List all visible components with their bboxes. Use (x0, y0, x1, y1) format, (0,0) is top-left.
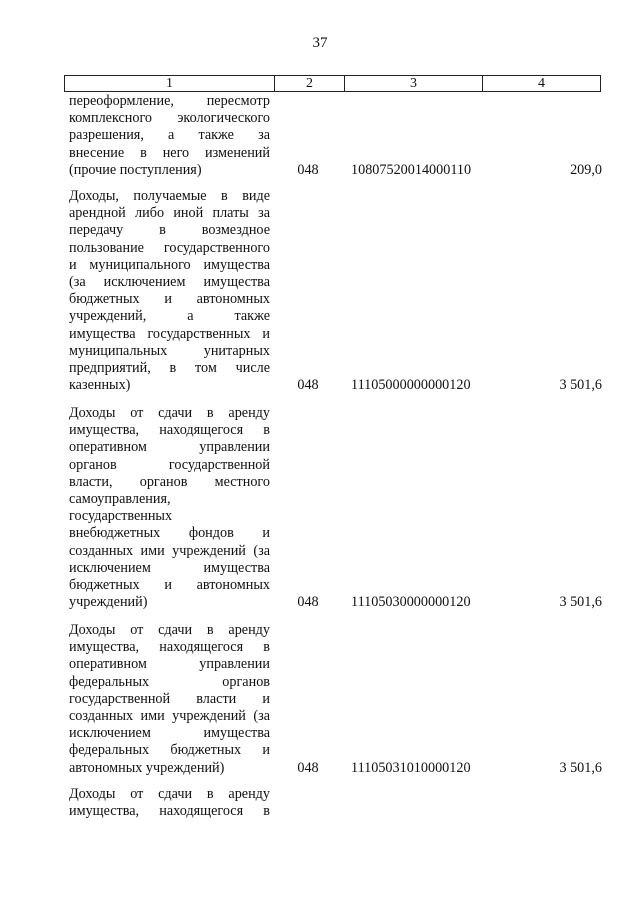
description-line: разрешения, а также за (69, 127, 270, 144)
description-line: созданных ими учреждений (за (69, 542, 270, 559)
description-line: передачу в возмездное (69, 222, 270, 239)
description-line: государственной власти и (69, 690, 270, 707)
description-line: государственных (69, 508, 173, 525)
description-line: предприятий, в том числе (69, 360, 270, 377)
description-line: учреждений) (69, 594, 148, 611)
row-kbk-code: 11105000000000120 (351, 377, 471, 393)
description-line: бюджетных и автономных (69, 291, 270, 308)
row-description (69, 405, 270, 611)
row-amount: 3 501,6 (559, 594, 602, 610)
column-header-2: 2 (275, 76, 345, 92)
row-admin-code: 048 (297, 760, 319, 776)
page-number: 37 (312, 35, 328, 51)
row-admin-code: 048 (297, 377, 319, 393)
column-header-4: 4 (483, 76, 601, 92)
description-line: казенных) (69, 377, 131, 394)
description-line: Доходы от сдачи в аренду (69, 786, 270, 802)
description-line: имущества, находящегося в (69, 422, 270, 439)
description-line: федеральных органов (69, 673, 270, 690)
description-line: бюджетных и автономных (69, 577, 270, 594)
row-admin-code: 048 (297, 162, 319, 178)
description-line: комплексного экологического (69, 110, 270, 127)
description-line: оперативном управлении (69, 439, 270, 456)
description-line: имущества государственных и (69, 325, 270, 342)
description-line: имущества, находящегося в (69, 803, 270, 820)
row-amount: 3 501,6 (559, 377, 602, 393)
row-amount: 3 501,6 (559, 760, 602, 776)
description-line: самоуправления, (69, 491, 171, 508)
description-line: органов государственной (69, 456, 270, 473)
description-line: имущества, находящегося в (69, 639, 270, 656)
row-kbk-code: 11105031010000120 (351, 760, 471, 776)
row-description (69, 786, 270, 820)
description-line: внебюджетных фондов и (69, 525, 270, 542)
column-header-1: 1 (65, 76, 275, 92)
row-description (69, 188, 270, 394)
description-line: исключением имущества (69, 725, 270, 742)
description-line: переоформление, пересмотр (69, 93, 270, 109)
row-admin-code: 048 (297, 594, 319, 610)
row-description (69, 622, 270, 777)
column-header-table (64, 75, 601, 92)
description-line: исключением имущества (69, 559, 270, 576)
description-line: пользование государственного (69, 239, 270, 256)
row-kbk-code: 10807520014000110 (351, 162, 472, 178)
row-amount: 209,0 (570, 162, 602, 178)
description-line: и муниципального имущества (69, 256, 270, 273)
description-line: муниципальных унитарных (69, 342, 270, 359)
description-line: федеральных бюджетных и (69, 742, 270, 759)
row-description (69, 93, 270, 179)
description-line: (прочие поступления) (69, 161, 202, 178)
description-line: Доходы от сдачи в аренду (69, 405, 270, 421)
description-line: Доходы от сдачи в аренду (69, 622, 270, 638)
description-line: автономных учреждений) (69, 759, 225, 776)
description-line: (за исключением имущества (69, 274, 270, 291)
description-line: арендной либо иной платы за (69, 205, 270, 222)
row-kbk-code: 11105030000000120 (351, 594, 471, 610)
description-line: Доходы, получаемые в виде (69, 188, 270, 204)
description-line: оперативном управлении (69, 656, 270, 673)
column-header-row (65, 76, 601, 92)
description-line: внесение в него изменений (69, 144, 270, 161)
description-line: учреждений, а также (69, 308, 270, 325)
description-line: созданных ими учреждений (за (69, 708, 270, 725)
column-header-3: 3 (345, 76, 483, 92)
description-line: власти, органов местного (69, 473, 270, 490)
